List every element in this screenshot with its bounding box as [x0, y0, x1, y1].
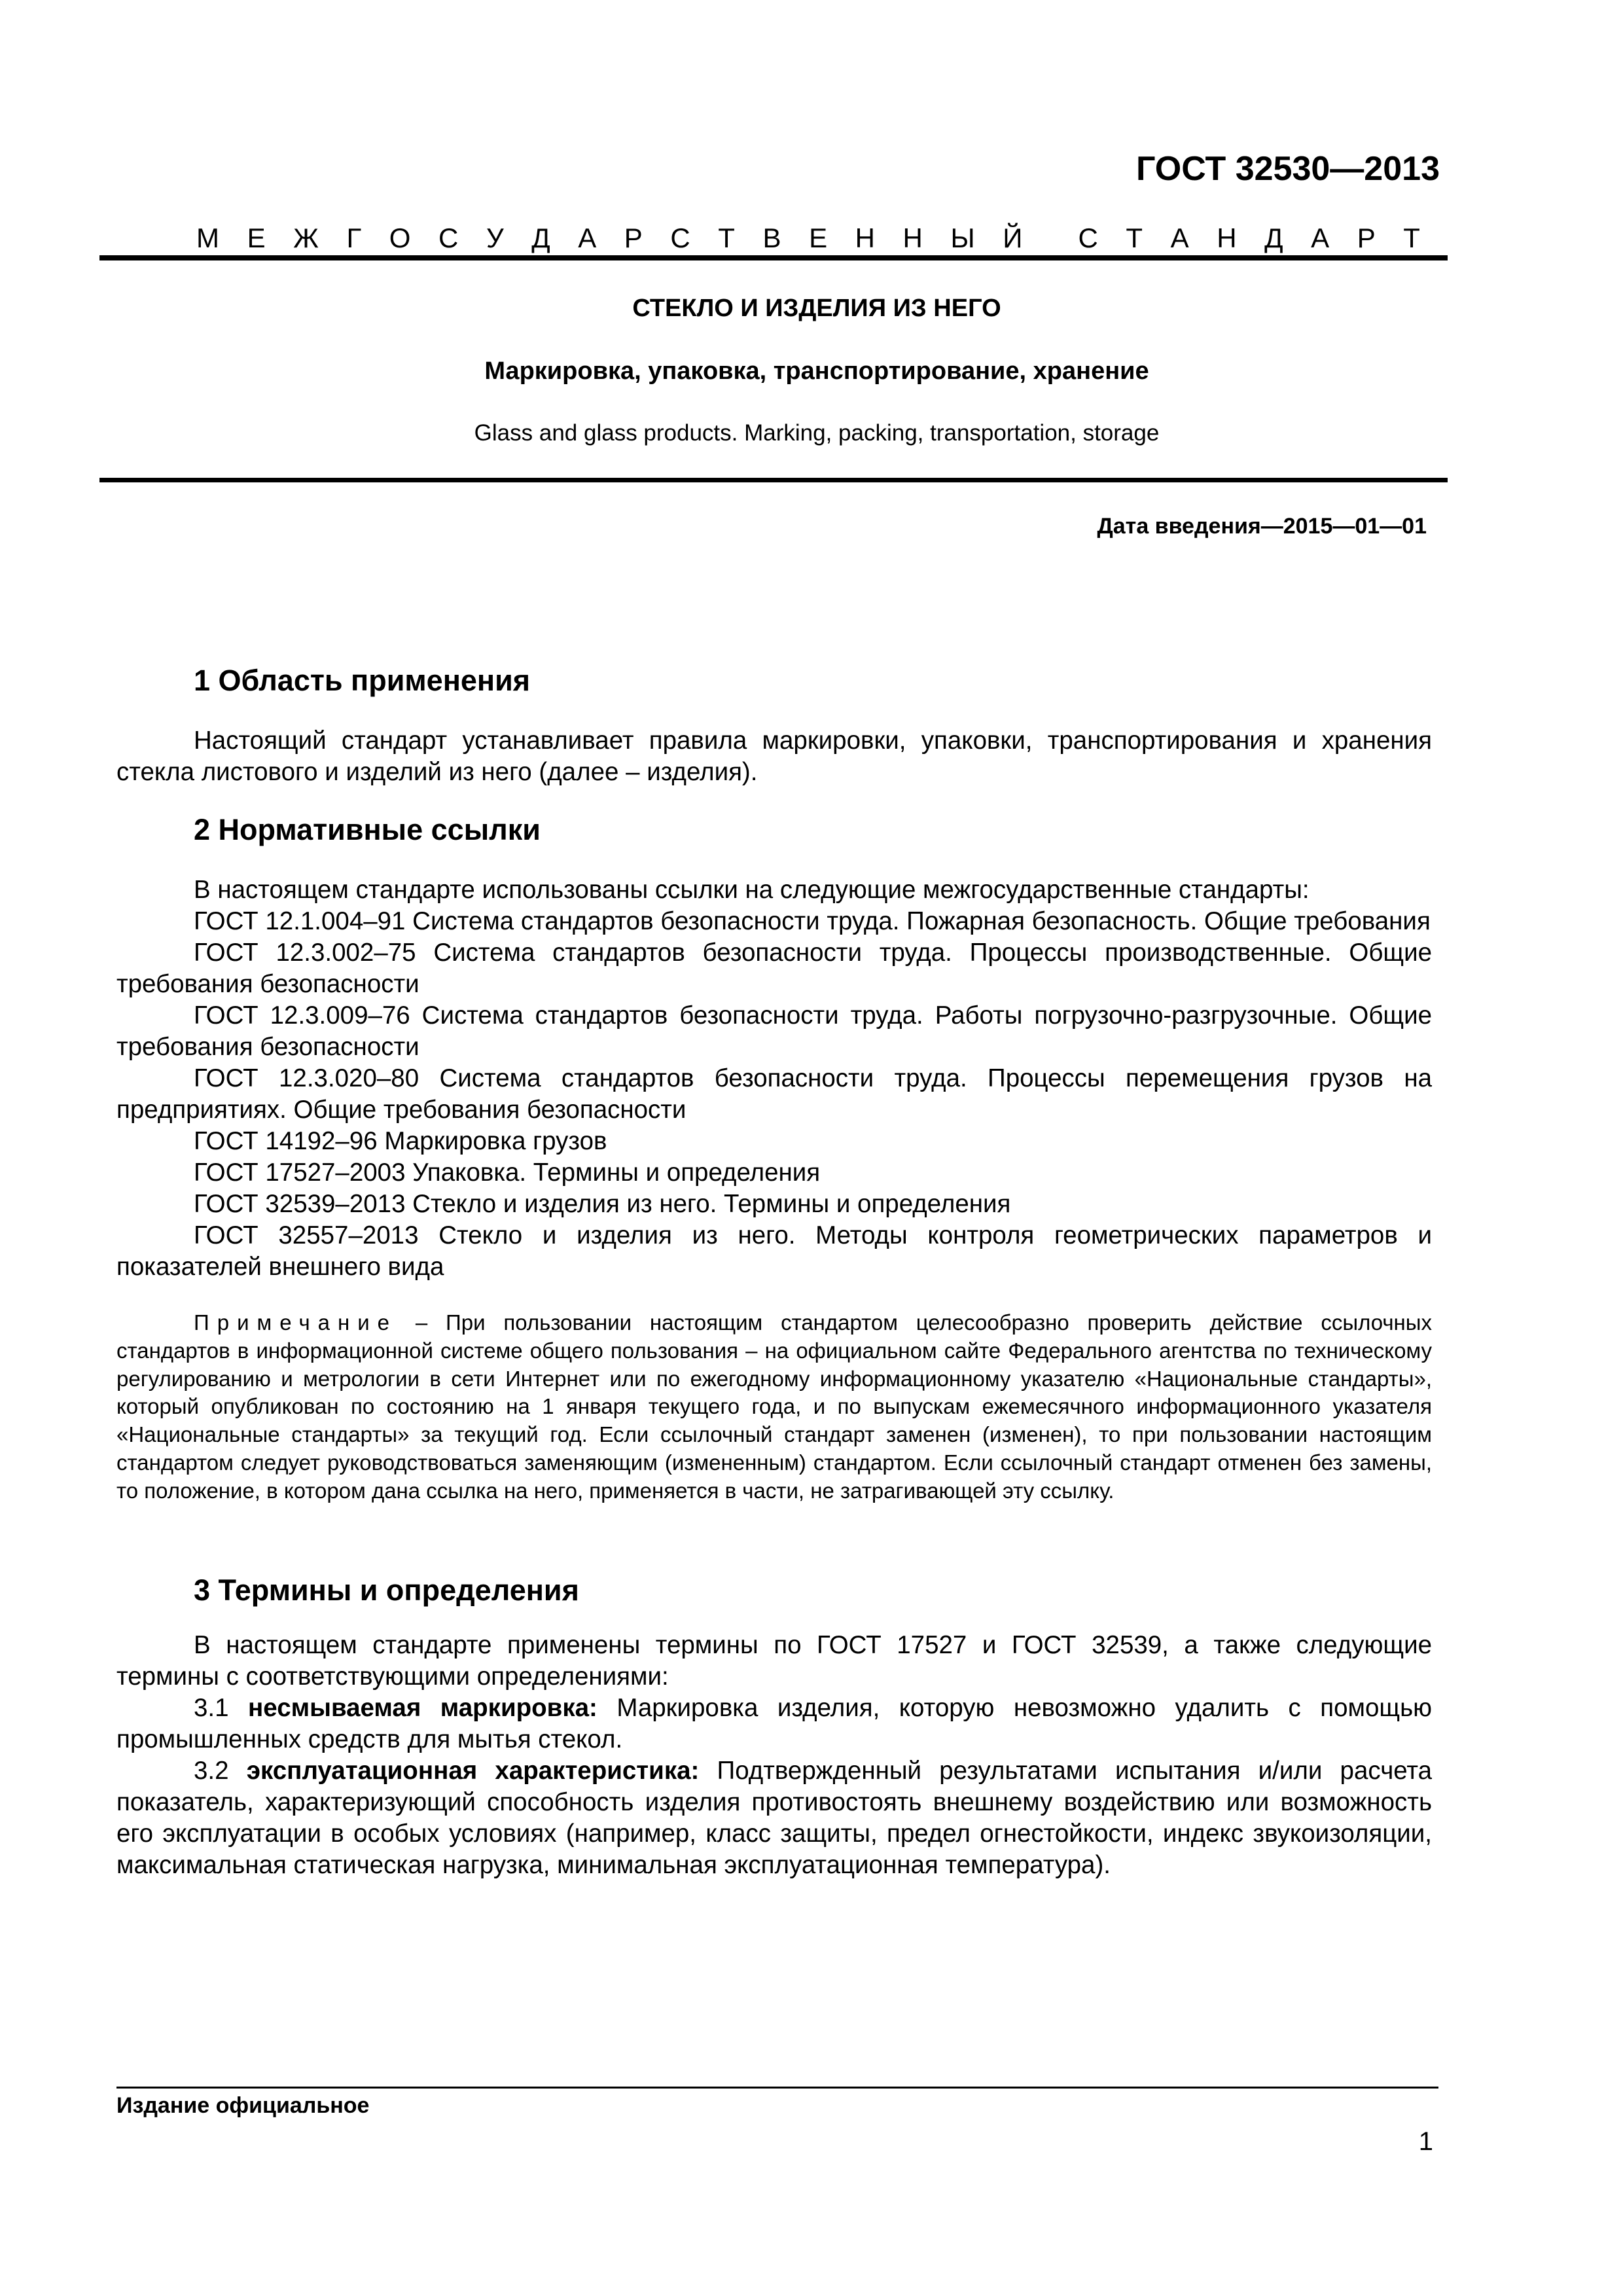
standard-type-letter: Й	[1003, 223, 1023, 253]
standard-type-letter: Н	[1217, 223, 1237, 253]
document-title: СТЕКЛО И ИЗДЕЛИЯ ИЗ НЕГО	[632, 295, 1001, 322]
term-text: Маркировка изделия, которую невозможно удалить с помощью промышленных средств для мытья стекол.	[116, 1693, 1432, 1753]
standard-type-letter: Н	[902, 223, 923, 253]
section-heading: 3 Термины и определения	[194, 1573, 579, 1607]
standard-type-letter: Е	[809, 223, 828, 253]
normative-reference: ГОСТ 32539–2013 Стекло и изделия из него. Термины и определения	[194, 1190, 1011, 1218]
section-heading: 2 Нормативные ссылки	[194, 813, 541, 846]
standard-type-letter: С	[670, 223, 690, 253]
standard-type-letter: С	[438, 223, 459, 253]
standard-type-heading	[196, 223, 1420, 254]
standard-type-letter: Д	[531, 223, 550, 253]
term-number: 3.2	[194, 1756, 229, 1785]
standard-type-letter: У	[486, 223, 504, 253]
section-paragraph: Настоящий стандарт устанавливает правила маркировки, упаковки, транспортирования и хранения стекла листового и изделий из него (далее – изделия).	[116, 726, 1432, 786]
note	[116, 1309, 1432, 1505]
normative-reference: ГОСТ 17527–2003 Упаковка. Термины и определения	[194, 1158, 821, 1187]
document-subtitle-english: Glass and glass products. Marking, packing, transportation, storage	[474, 420, 1160, 446]
title-divider	[99, 478, 1448, 482]
page-number: 1	[1418, 2127, 1433, 2156]
standard-type-letter: А	[1311, 223, 1330, 253]
standard-type-letter: Р	[1357, 223, 1376, 253]
normative-reference: ГОСТ 12.3.020–80 Система стандартов безопасности труда. Процессы перемещения грузов на предприятиях. Общие требования безопасности	[116, 1064, 1432, 1124]
term-name: эксплуатационная характеристика:	[246, 1756, 700, 1785]
standard-type-letter: Д	[1264, 223, 1283, 253]
section-heading: 1 Область применения	[194, 664, 531, 697]
term-text: Подтвержденный результатами испытания и/или расчета показатель, характеризующий способность изделия противостоять внешнему воздействию или возможность его эксплуатации в особых условиях (например, класс защиты, предел огнестойкости, индекс звукоизоляции, максимальная статическая нагрузка, минимальная эксплуатационная температура).	[116, 1756, 1433, 1879]
standard-code: ГОСТ 32530—2013	[1136, 150, 1440, 188]
term-definition	[116, 1755, 1432, 1881]
note-label: Примечание	[194, 1310, 398, 1335]
term-name: несмываемая маркировка:	[248, 1693, 597, 1722]
normative-reference: ГОСТ 32557–2013 Стекло и изделия из него. Методы контроля геометрических параметров и показателей внешнего вида	[116, 1221, 1432, 1281]
standard-type-letter: Ы	[950, 223, 975, 253]
section-paragraph: В настоящем стандарте использованы ссылки на следующие межгосударственные стандарты:	[194, 876, 1310, 904]
header-divider	[99, 255, 1448, 260]
introduction-date: Дата введения—2015—01—01	[1097, 514, 1427, 539]
standard-type-letter: О	[389, 223, 411, 253]
normative-reference: ГОСТ 12.3.009–76 Система стандартов безопасности труда. Работы погрузочно-разгрузочные. Общие требования безопасности	[116, 1001, 1432, 1061]
standard-type-letter: Г	[346, 223, 362, 253]
standard-type-letter: Т	[1403, 223, 1420, 253]
document-body	[116, 661, 1432, 1881]
standard-type-letter: С	[1078, 223, 1098, 253]
section-paragraph: В настоящем стандарте применены термины по ГОСТ 17527 и ГОСТ 32539, а также следующие термины с соответствующими определениями:	[116, 1630, 1432, 1691]
standard-type-letter: Е	[247, 223, 266, 253]
standard-type-letter: В	[762, 223, 781, 253]
standard-type-letter: Т	[718, 223, 735, 253]
standard-type-letter: Н	[855, 223, 875, 253]
term-definition	[116, 1693, 1432, 1755]
term-number: 3.1	[194, 1693, 229, 1722]
edition-label: Издание официальное	[116, 2093, 370, 2118]
standard-type-letter: Р	[624, 223, 643, 253]
standard-type-letter: М	[196, 223, 219, 253]
standard-type-letter: А	[578, 223, 597, 253]
standard-type-letter: Ж	[293, 223, 319, 253]
normative-reference: ГОСТ 14192–96 Маркировка грузов	[194, 1127, 607, 1155]
standard-type-letter: Т	[1126, 223, 1143, 253]
normative-reference: ГОСТ 12.1.004–91 Система стандартов безопасности труда. Пожарная безопасность. Общие требования	[194, 907, 1431, 935]
normative-reference: ГОСТ 12.3.002–75 Система стандартов безопасности труда. Процессы производственные. Общие требования безопасности	[116, 939, 1432, 998]
standard-type-letter: А	[1170, 223, 1189, 253]
document-subtitle: Маркировка, упаковка, транспортирование, хранение	[484, 357, 1149, 385]
note-text: – При пользовании настоящим стандартом целесообразно проверить действие ссылочных стандартов в информационной системе общего пользования – на официальном сайте Федерального агентства по техническому регулированию и метрологии в сети Интернет или по ежегодному информационному указателю «Национальные стандарты», который опубликован по состоянию на 1 января текущего года, и по выпускам ежемесячного информационного указателя «Национальные стандарты» за текущий год. Если ссылочный стандарт заменен (изменен), то при пользовании настоящим стандартом следует руководствоваться заменяющим (измененным) стандартом. Если ссылочный стандарт отменен без замены, то положение, в котором дана ссылка на него, применяется в части, не затрагивающей эту ссылку.	[116, 1310, 1432, 1503]
footer-divider	[116, 2087, 1438, 2089]
